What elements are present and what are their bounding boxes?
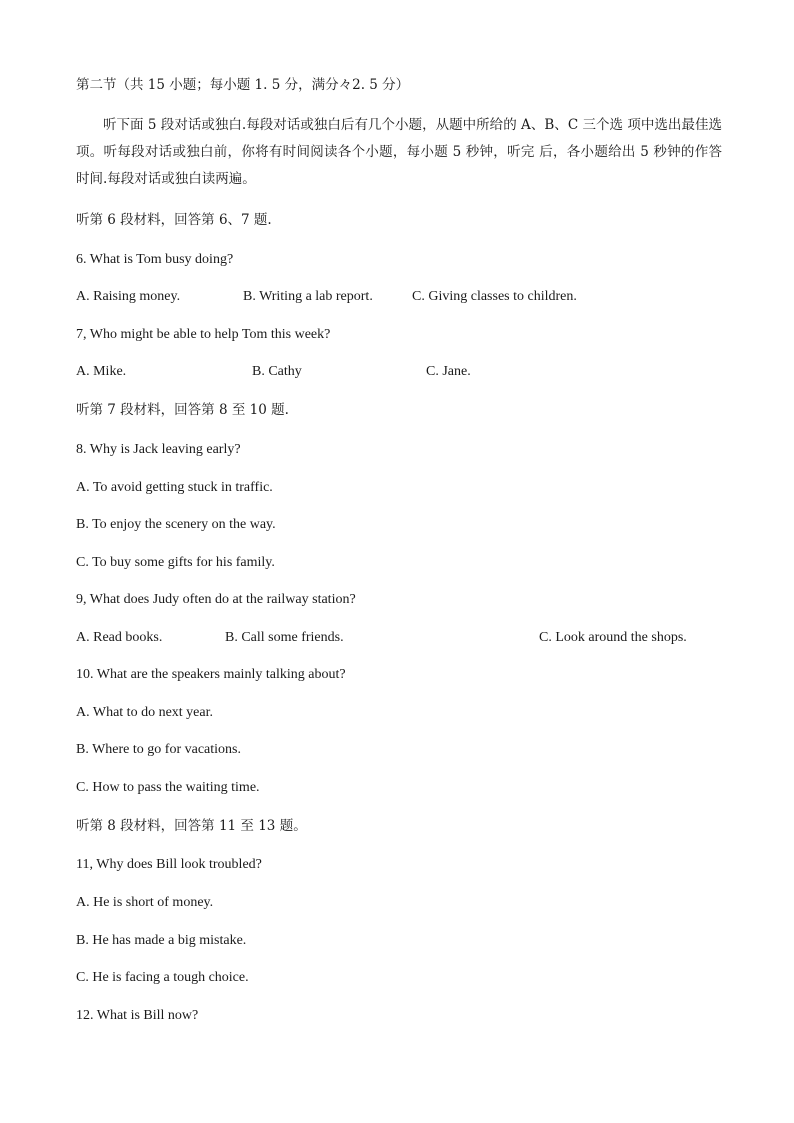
- question-9-stem: 9, What does Judy often do at the railway station?: [76, 592, 356, 607]
- question-11-option-a[interactable]: A. He is short of money.: [76, 895, 214, 910]
- question-8-stem: 8. Why is Jack leaving early?: [76, 442, 241, 457]
- question-6-option-a[interactable]: A. Raising money.: [76, 289, 181, 304]
- question-12-stem: 12. What is Bill now?: [76, 1008, 199, 1023]
- question-7-stem: 7, Who might be able to help Tom this week?: [76, 327, 331, 342]
- question-8-option-b[interactable]: B. To enjoy the scenery on the way.: [76, 517, 276, 532]
- question-6-option-b[interactable]: B. Writing a lab report.: [243, 289, 373, 304]
- question-11-option-b[interactable]: B. He has made a big mistake.: [76, 933, 247, 948]
- group-intro-6: 听第 6 段材料，回答第 6、7 题.: [76, 212, 272, 228]
- question-10-stem: 10. What are the speakers mainly talking about?: [76, 667, 346, 682]
- group-intro-7: 听第 7 段材料，回答第 8 至 10 题.: [76, 402, 289, 418]
- question-10-option-a[interactable]: A. What to do next year.: [76, 705, 213, 720]
- question-7-option-b[interactable]: B. Cathy: [252, 364, 302, 379]
- question-8-option-c[interactable]: C. To buy some gifts for his family.: [76, 555, 275, 570]
- question-8-option-a[interactable]: A. To avoid getting stuck in traffic.: [76, 480, 273, 495]
- question-9-option-a[interactable]: A. Read books.: [76, 630, 163, 645]
- question-9-option-c[interactable]: C. Look around the shops.: [539, 630, 687, 645]
- question-11-option-c[interactable]: C. He is facing a tough choice.: [76, 970, 249, 985]
- group-intro-8: 听第 8 段材料，回答第 11 至 13 题。: [76, 818, 307, 834]
- section-header: 第二节（共 15 小题；每小题 1. 5 分，满分々2. 5 分）: [76, 77, 410, 93]
- question-11-stem: 11, Why does Bill look troubled?: [76, 857, 262, 872]
- question-6-stem: 6. What is Tom busy doing?: [76, 252, 234, 267]
- question-7-option-a[interactable]: A. Mike.: [76, 364, 127, 379]
- question-10-option-b[interactable]: B. Where to go for vacations.: [76, 742, 241, 757]
- question-7-option-c[interactable]: C. Jane.: [426, 364, 471, 379]
- question-10-option-c[interactable]: C. How to pass the waiting time.: [76, 780, 260, 795]
- question-6-option-c[interactable]: C. Giving classes to children.: [412, 289, 577, 304]
- question-9-option-b[interactable]: B. Call some friends.: [225, 630, 344, 645]
- instructions-paragraph: 听下面 5 段对话或独白.每段对话或独白后有几个小题，从题中所给的 A、B、C 三个选 项中选出最佳选项。听每段对话或独白前，你将有时间阅读各个小题，每小题 5 秒钟，听完 后，各小题给出 5 秒钟的作答时间.每段对话或独白读两遍。: [76, 117, 722, 187]
